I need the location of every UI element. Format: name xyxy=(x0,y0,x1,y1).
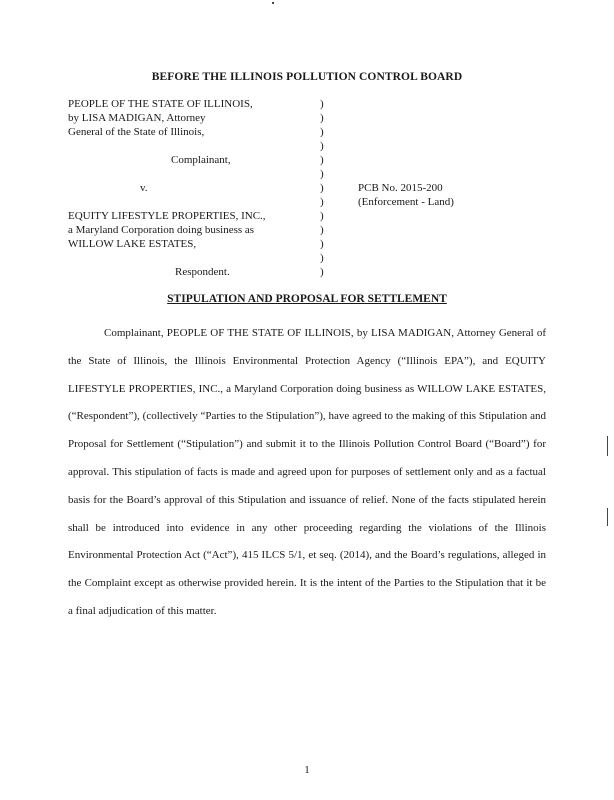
paren: ) xyxy=(320,266,324,278)
paren: ) xyxy=(320,210,324,222)
paragraph: Complainant, PEOPLE OF THE STATE OF ILLINOIS, by LISA MADIGAN, Attorney General of the State of Illinois, the Illinois Environmental Protection Agency (“Illinois EPA”), and EQUITY LIFESTYLE PROPERTIES, INC., a Maryland Corporation doing business as WILLOW LAKE ESTATES, (“Respondent”), (collectively “Parties to the Stipulation”), have agreed to the making of this Stipulation and Proposal for Settlement (“Stipulation”) and submit it to the Illinois Pollution Control Board (“Board”) for approval. This stipulation of facts is made and agreed upon for purposes of settlement only and as a factual basis for the Board’s approval of this Stipulation and issuance of relief. None of the facts stipulated herein shall be introduced into evidence in any other proceeding regarding the violations of the Illinois Environmental Protection Act (“Act”), 415 ILCS 5/1, et seq. (2014), and the Board’s regulations, alleged in the Complaint except as otherwise provided herein. It is the intent of the Parties to the Stipulation that it be a final adjudication of this matter. xyxy=(68,327,546,617)
case-caption xyxy=(68,97,488,277)
scan-margin-mark xyxy=(607,508,608,526)
caption-parties xyxy=(68,97,318,279)
paren: ) xyxy=(320,224,324,236)
paren: ) xyxy=(320,252,324,264)
paren: ) xyxy=(320,140,324,152)
scan-margin-mark xyxy=(607,436,608,456)
complainant-line: General of the State of Illinois, xyxy=(68,126,205,138)
paren: ) xyxy=(320,182,324,194)
scan-speck xyxy=(272,2,274,4)
paren: ) xyxy=(320,126,324,138)
respondent-line: a Maryland Corporation doing business as xyxy=(68,224,255,236)
document-heading: STIPULATION AND PROPOSAL FOR SETTLEMENT xyxy=(167,293,447,305)
paren: ) xyxy=(320,168,324,180)
case-info xyxy=(358,181,454,209)
case-number: PCB No. 2015-200 xyxy=(358,182,443,194)
paren: ) xyxy=(320,154,324,166)
board-title: BEFORE THE ILLINOIS POLLUTION CONTROL BOARD xyxy=(151,71,463,83)
paren: ) xyxy=(320,112,324,124)
respondent-line: WILLOW LAKE ESTATES, xyxy=(68,238,197,250)
complainant-label: Complainant, xyxy=(171,154,231,166)
paren: ) xyxy=(320,196,324,208)
caption-bracket xyxy=(320,97,330,279)
body-text xyxy=(68,320,546,626)
versus-label: v. xyxy=(140,182,148,194)
respondent-label: Respondent. xyxy=(175,266,230,278)
respondent-line: EQUITY LIFESTYLE PROPERTIES, INC., xyxy=(68,210,266,222)
complainant-line: PEOPLE OF THE STATE OF ILLINOIS, xyxy=(68,98,253,110)
complainant-line: by LISA MADIGAN, Attorney xyxy=(68,112,206,124)
page-number: 1 xyxy=(304,764,310,776)
case-type: (Enforcement - Land) xyxy=(358,196,454,208)
paren: ) xyxy=(320,98,324,110)
paren: ) xyxy=(320,238,324,250)
